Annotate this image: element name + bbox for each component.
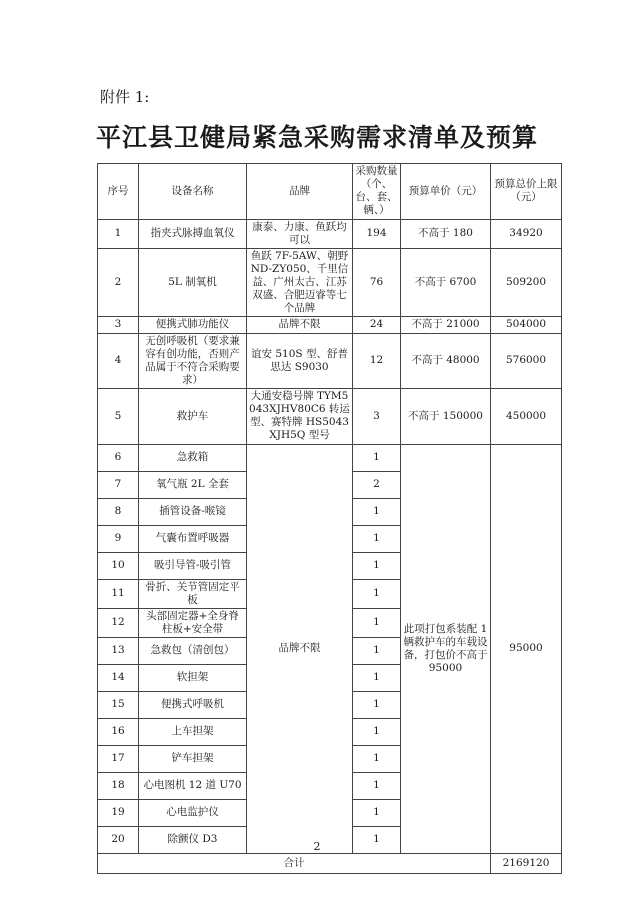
cell-qty: 76 bbox=[353, 248, 401, 317]
cell-name: 救护车 bbox=[139, 389, 247, 445]
page-number: 2 bbox=[313, 840, 321, 853]
cell-unit-price: 不高于 150000 bbox=[401, 389, 491, 445]
cell-name: 便携式肺功能仪 bbox=[139, 317, 247, 333]
cell-qty: 1 bbox=[353, 719, 401, 746]
header-no: 序号 bbox=[98, 164, 139, 220]
cell-unit-price: 不高于 6700 bbox=[401, 248, 491, 317]
cell-no: 1 bbox=[98, 219, 139, 248]
cell-qty: 1 bbox=[353, 827, 401, 854]
header-qty: 采购数量（个、台、套、辆、） bbox=[353, 164, 401, 220]
package-brand-cell: 品牌不限 bbox=[247, 444, 353, 854]
cell-name: 骨折、关节管固定平板 bbox=[139, 579, 247, 608]
cell-total: 509200 bbox=[491, 248, 562, 317]
cell-name: 铲车担架 bbox=[139, 746, 247, 773]
cell-name: 气囊布置呼吸器 bbox=[139, 525, 247, 552]
cell-name: 氧气瓶 2L 全套 bbox=[139, 471, 247, 498]
cell-name: 指夹式脉搏血氧仪 bbox=[139, 219, 247, 248]
cell-total: 34920 bbox=[491, 219, 562, 248]
cell-qty: 1 bbox=[353, 638, 401, 665]
cell-qty: 3 bbox=[353, 389, 401, 445]
cell-qty: 1 bbox=[353, 692, 401, 719]
cell-total: 504000 bbox=[491, 317, 562, 333]
cell-total: 576000 bbox=[491, 333, 562, 389]
header-name: 设备名称 bbox=[139, 164, 247, 220]
cell-qty: 1 bbox=[353, 498, 401, 525]
cell-qty: 1 bbox=[353, 552, 401, 579]
cell-qty: 1 bbox=[353, 525, 401, 552]
cell-brand: 鱼跃 7F-5AW、朝野 ND-ZY050、千里信益、广州太古、江苏双盛、合肥迈睿等七个品牌 bbox=[247, 248, 353, 317]
cell-no: 10 bbox=[98, 552, 139, 579]
cell-brand: 大通安稳号牌 TYM5043XJHV80C6 转运型、赛特牌 HS5043XJH5Q 型号 bbox=[247, 389, 353, 445]
total-label: 合计 bbox=[98, 854, 491, 874]
grand-total: 2169120 bbox=[491, 854, 562, 874]
cell-name: 头部固定器+全身脊柱板+安全带 bbox=[139, 608, 247, 637]
cell-no: 16 bbox=[98, 719, 139, 746]
attachment-label: 附件 1: bbox=[100, 88, 150, 106]
table-row bbox=[98, 444, 562, 471]
cell-unit-price: 不高于 21000 bbox=[401, 317, 491, 333]
cell-qty: 1 bbox=[353, 800, 401, 827]
cell-name: 除颤仪 D3 bbox=[139, 827, 247, 854]
cell-no: 2 bbox=[98, 248, 139, 317]
cell-name: 吸引导管-吸引管 bbox=[139, 552, 247, 579]
cell-qty: 1 bbox=[353, 746, 401, 773]
cell-qty: 2 bbox=[353, 471, 401, 498]
cell-no: 11 bbox=[98, 579, 139, 608]
cell-no: 6 bbox=[98, 444, 139, 471]
cell-qty: 12 bbox=[353, 333, 401, 389]
cell-name: 心电图机 12 道 U70 bbox=[139, 773, 247, 800]
cell-qty: 24 bbox=[353, 317, 401, 333]
page-title: 平江县卫健局紧急采购需求清单及预算 bbox=[95, 123, 538, 152]
cell-qty: 1 bbox=[353, 579, 401, 608]
cell-no: 9 bbox=[98, 525, 139, 552]
package-total-cell: 95000 bbox=[491, 444, 562, 854]
procurement-table bbox=[97, 163, 562, 874]
cell-no: 4 bbox=[98, 333, 139, 389]
cell-name: 软担架 bbox=[139, 665, 247, 692]
cell-name: 插管设备-喉镜 bbox=[139, 498, 247, 525]
cell-no: 14 bbox=[98, 665, 139, 692]
table-row bbox=[98, 389, 562, 445]
cell-no: 3 bbox=[98, 317, 139, 333]
cell-no: 20 bbox=[98, 827, 139, 854]
table-row bbox=[98, 248, 562, 317]
cell-qty: 1 bbox=[353, 773, 401, 800]
cell-unit-price: 不高于 48000 bbox=[401, 333, 491, 389]
cell-no: 13 bbox=[98, 638, 139, 665]
package-unit-price-cell: 此项打包系装配 1 辆救护车的车载设备，打包价不高于 95000 bbox=[401, 444, 491, 854]
cell-name: 急救箱 bbox=[139, 444, 247, 471]
cell-name: 上车担架 bbox=[139, 719, 247, 746]
cell-no: 18 bbox=[98, 773, 139, 800]
cell-no: 12 bbox=[98, 608, 139, 637]
cell-no: 17 bbox=[98, 746, 139, 773]
cell-qty: 194 bbox=[353, 219, 401, 248]
table-header-row bbox=[98, 164, 562, 220]
header-brand: 品牌 bbox=[247, 164, 353, 220]
cell-name: 无创呼吸机（要求兼容有创功能，否则产品属于不符合采购要求） bbox=[139, 333, 247, 389]
cell-brand: 康泰、力康、鱼跃均可以 bbox=[247, 219, 353, 248]
header-unit-price: 预算单价（元） bbox=[401, 164, 491, 220]
table-row bbox=[98, 333, 562, 389]
cell-unit-price: 不高于 180 bbox=[401, 219, 491, 248]
cell-no: 19 bbox=[98, 800, 139, 827]
cell-name: 5L 制氧机 bbox=[139, 248, 247, 317]
cell-qty: 1 bbox=[353, 608, 401, 637]
table-row bbox=[98, 317, 562, 333]
cell-no: 5 bbox=[98, 389, 139, 445]
cell-name: 急救包（清创包） bbox=[139, 638, 247, 665]
table-total-row bbox=[98, 854, 562, 874]
cell-name: 便携式呼吸机 bbox=[139, 692, 247, 719]
cell-brand: 品牌不限 bbox=[247, 317, 353, 333]
cell-no: 8 bbox=[98, 498, 139, 525]
cell-no: 7 bbox=[98, 471, 139, 498]
cell-total: 450000 bbox=[491, 389, 562, 445]
cell-no: 15 bbox=[98, 692, 139, 719]
cell-qty: 1 bbox=[353, 665, 401, 692]
cell-qty: 1 bbox=[353, 444, 401, 471]
header-total: 预算总价上限（元） bbox=[491, 164, 562, 220]
table-row bbox=[98, 219, 562, 248]
cell-brand: 谊安 510S 型、舒普思达 S9030 bbox=[247, 333, 353, 389]
cell-name: 心电监护仪 bbox=[139, 800, 247, 827]
